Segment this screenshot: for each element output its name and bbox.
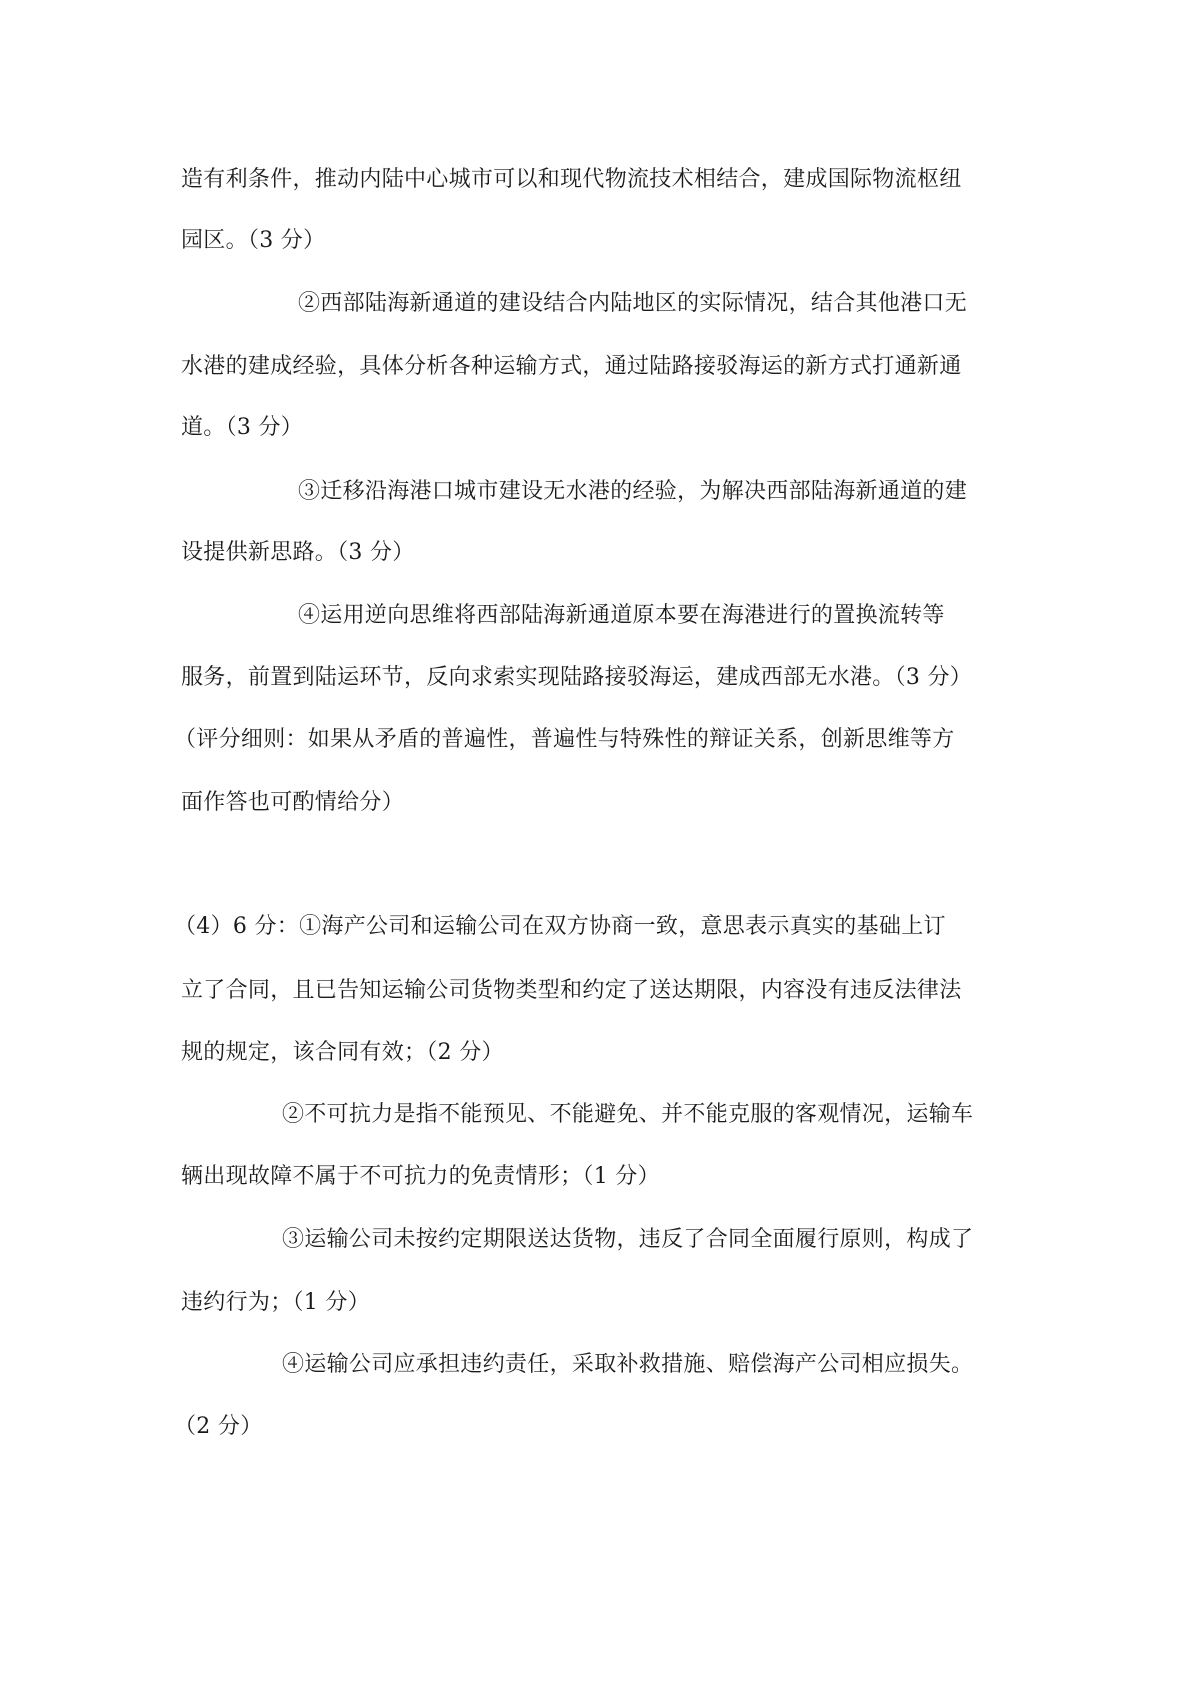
text-line: 设提供新思路。（3 分） (181, 540, 415, 565)
text-line: （评分细则：如果从矛盾的普遍性，普遍性与特殊性的辩证关系，创新思维等方 (174, 727, 955, 752)
text-line: ③运输公司未按约定期限送达货物，违反了合同全面履行原则，构成了 (282, 1227, 974, 1252)
text-line: ②西部陆海新通道的建设结合内陆地区的实际情况，结合其他港口无 (298, 291, 968, 316)
text-line: 园区。（3 分） (181, 228, 326, 253)
text-line: 道。（3 分） (181, 415, 304, 440)
text-line: ④运用逆向思维将西部陆海新通道原本要在海港进行的置换流转等 (298, 603, 945, 628)
text-line: 造有利条件，推动内陆中心城市可以和现代物流技术相结合，建成国际物流枢纽 (181, 167, 962, 192)
text-line: ②不可抗力是指不能预见、不能避免、并不能克服的客观情况，运输车 (282, 1102, 974, 1127)
text-line: 水港的建成经验，具体分析各种运输方式，通过陆路接驳海运的新方式打通新通 (181, 354, 962, 379)
text-line: 面作答也可酌情给分） (181, 790, 405, 815)
text-line: 辆出现故障不属于不可抗力的免责情形；（1 分） (181, 1164, 660, 1189)
text-line: ③迁移沿海港口城市建设无水港的经验，为解决西部陆海新通道的建 (298, 479, 968, 504)
text-line: 违约行为；（1 分） (181, 1290, 370, 1315)
text-line: 服务，前置到陆运环节，反向求索实现陆路接驳海运，建成西部无水港。（3 分） (181, 665, 973, 690)
text-line: ④运输公司应承担违约责任，采取补救措施、赔偿海产公司相应损失。 (282, 1352, 974, 1377)
text-line: （4）6 分：①海产公司和运输公司在双方协商一致，意思表示真实的基础上订 (174, 914, 946, 939)
text-line: 立了合同，且已告知运输公司货物类型和约定了送达期限，内容没有违反法律法 (181, 978, 962, 1003)
text-line: （2 分） (174, 1414, 263, 1439)
text-line: 规的规定，该合同有效；（2 分） (181, 1040, 504, 1065)
